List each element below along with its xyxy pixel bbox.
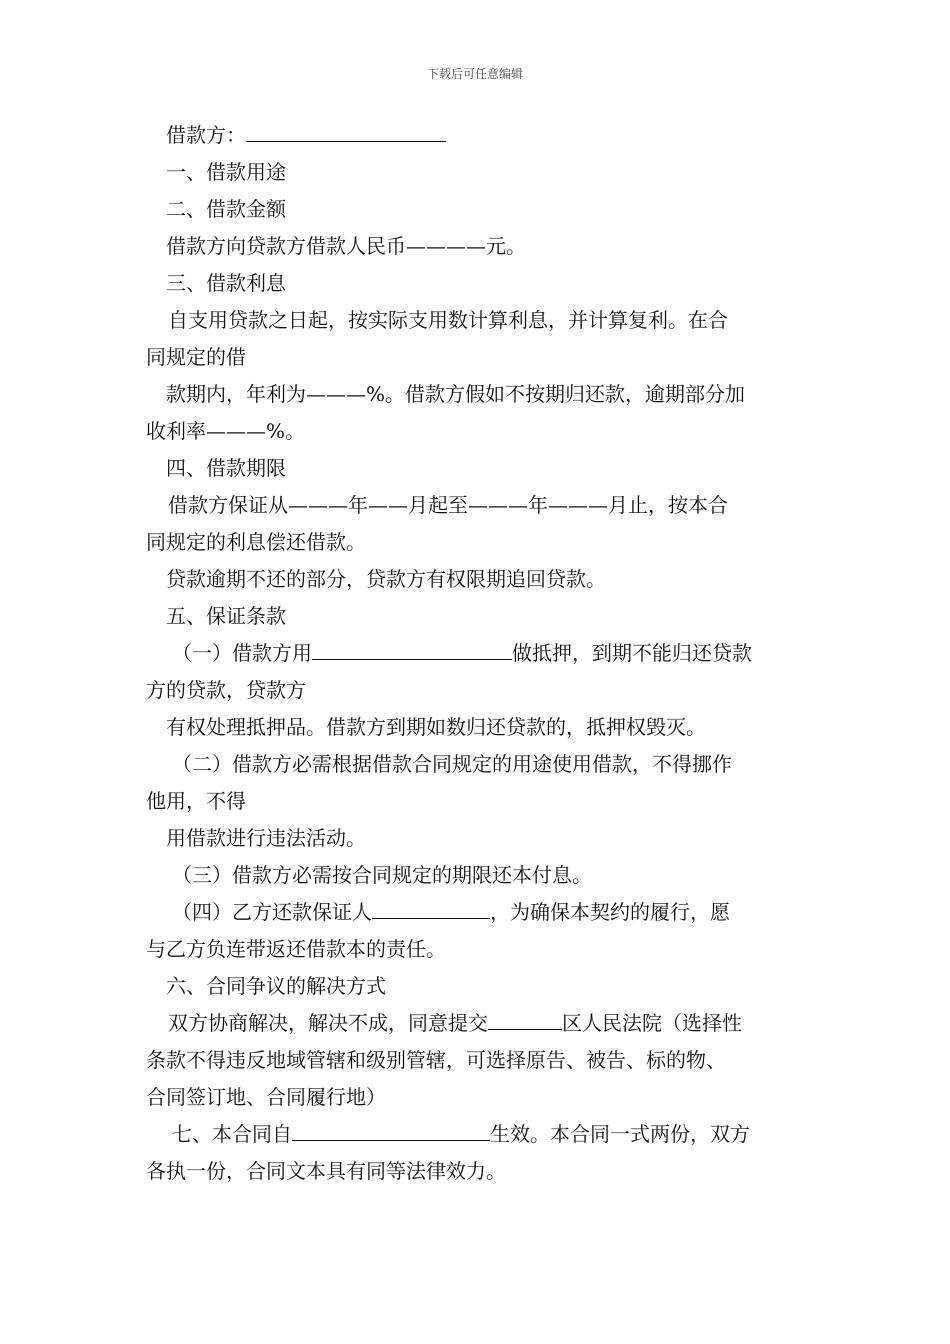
section-6-pre: 双方协商解决，解决不成，同意提交 <box>168 1011 488 1035</box>
clause-4-pre: （四）乙方还款保证人 <box>172 900 372 924</box>
borrower-line <box>146 117 808 154</box>
clause-4-line-2: 与乙方负连带返还借款本的责任。 <box>146 937 446 961</box>
section-5-title: 五、保证条款 <box>166 604 286 628</box>
clause-2-line-3: 用借款进行违法活动。 <box>166 826 366 850</box>
section-3-title: 三、借款利息 <box>166 271 286 295</box>
contract-body <box>146 117 808 1190</box>
section-3-line-2: 同规定的借 <box>146 345 246 369</box>
section-6-line-3: 合同签订地、合同履行地） <box>146 1085 386 1109</box>
section-7-post: 生效。本合同一式两份，双方 <box>490 1122 750 1146</box>
borrower-blank <box>246 118 446 142</box>
borrower-label: 借款方： <box>166 123 246 147</box>
effective-date-blank <box>292 1117 490 1141</box>
section-2-text: 借款方向贷款方借款人民币————元。 <box>166 234 526 258</box>
section-4-title: 四、借款期限 <box>166 456 286 480</box>
section-3-line-3: 款期内，年利为———%。借款方假如不按期归还款，逾期部分加 <box>166 382 746 406</box>
section-2-title: 二、借款金额 <box>166 197 286 221</box>
clause-1-post: 做抵押，到期不能归还贷款 <box>512 641 752 665</box>
court-blank <box>488 1006 562 1030</box>
clause-2-line-2: 他用，不得 <box>146 789 246 813</box>
clause-1-pre: （一）借款方用 <box>172 641 312 665</box>
page-header: 下载后可任意编辑 <box>426 67 523 81</box>
section-4-line-2: 同规定的利息偿还借款。 <box>146 530 366 554</box>
section-4-line-3: 贷款逾期不还的部分，贷款方有权限期追回贷款。 <box>166 567 606 591</box>
section-6-line-1 <box>146 1005 808 1042</box>
section-7-line-2: 各执一份，合同文本具有同等法律效力。 <box>146 1159 506 1183</box>
section-4-line-1: 借款方保证从———年——月起至———年———月止，按本合 <box>168 493 728 517</box>
section-6-line-2: 条款不得违反地域管辖和级别管辖，可选择原告、被告、标的物、 <box>146 1048 726 1072</box>
section-6-post: 区人民法院（选择性 <box>562 1011 742 1035</box>
collateral-blank <box>312 636 512 660</box>
clause-3: （三）借款方必需按合同规定的期限还本付息。 <box>172 863 592 887</box>
section-3-line-1: 自支用贷款之日起，按实际支用数计算利息，并计算复利。在合 <box>168 308 728 332</box>
section-6-title: 六、合同争议的解决方式 <box>166 974 386 998</box>
guarantor-blank <box>372 895 490 919</box>
section-3-line-4: 收利率———%。 <box>146 419 306 443</box>
clause-1-line-3: 有权处理抵押品。借款方到期如数归还贷款的，抵押权毁灭。 <box>166 715 706 739</box>
section-1-title: 一、借款用途 <box>166 160 286 184</box>
clause-4-line-1 <box>146 894 808 931</box>
clause-1-line-1 <box>146 635 808 672</box>
clause-4-post: ，为确保本契约的履行，愿 <box>490 900 730 924</box>
clause-2-line-1: （二）借款方必需根据借款合同规定的用途使用借款，不得挪作 <box>172 752 732 776</box>
section-7-pre: 七、本合同自 <box>172 1122 292 1146</box>
section-7-line-1 <box>146 1116 808 1153</box>
clause-1-line-2: 方的贷款，贷款方 <box>146 678 306 702</box>
